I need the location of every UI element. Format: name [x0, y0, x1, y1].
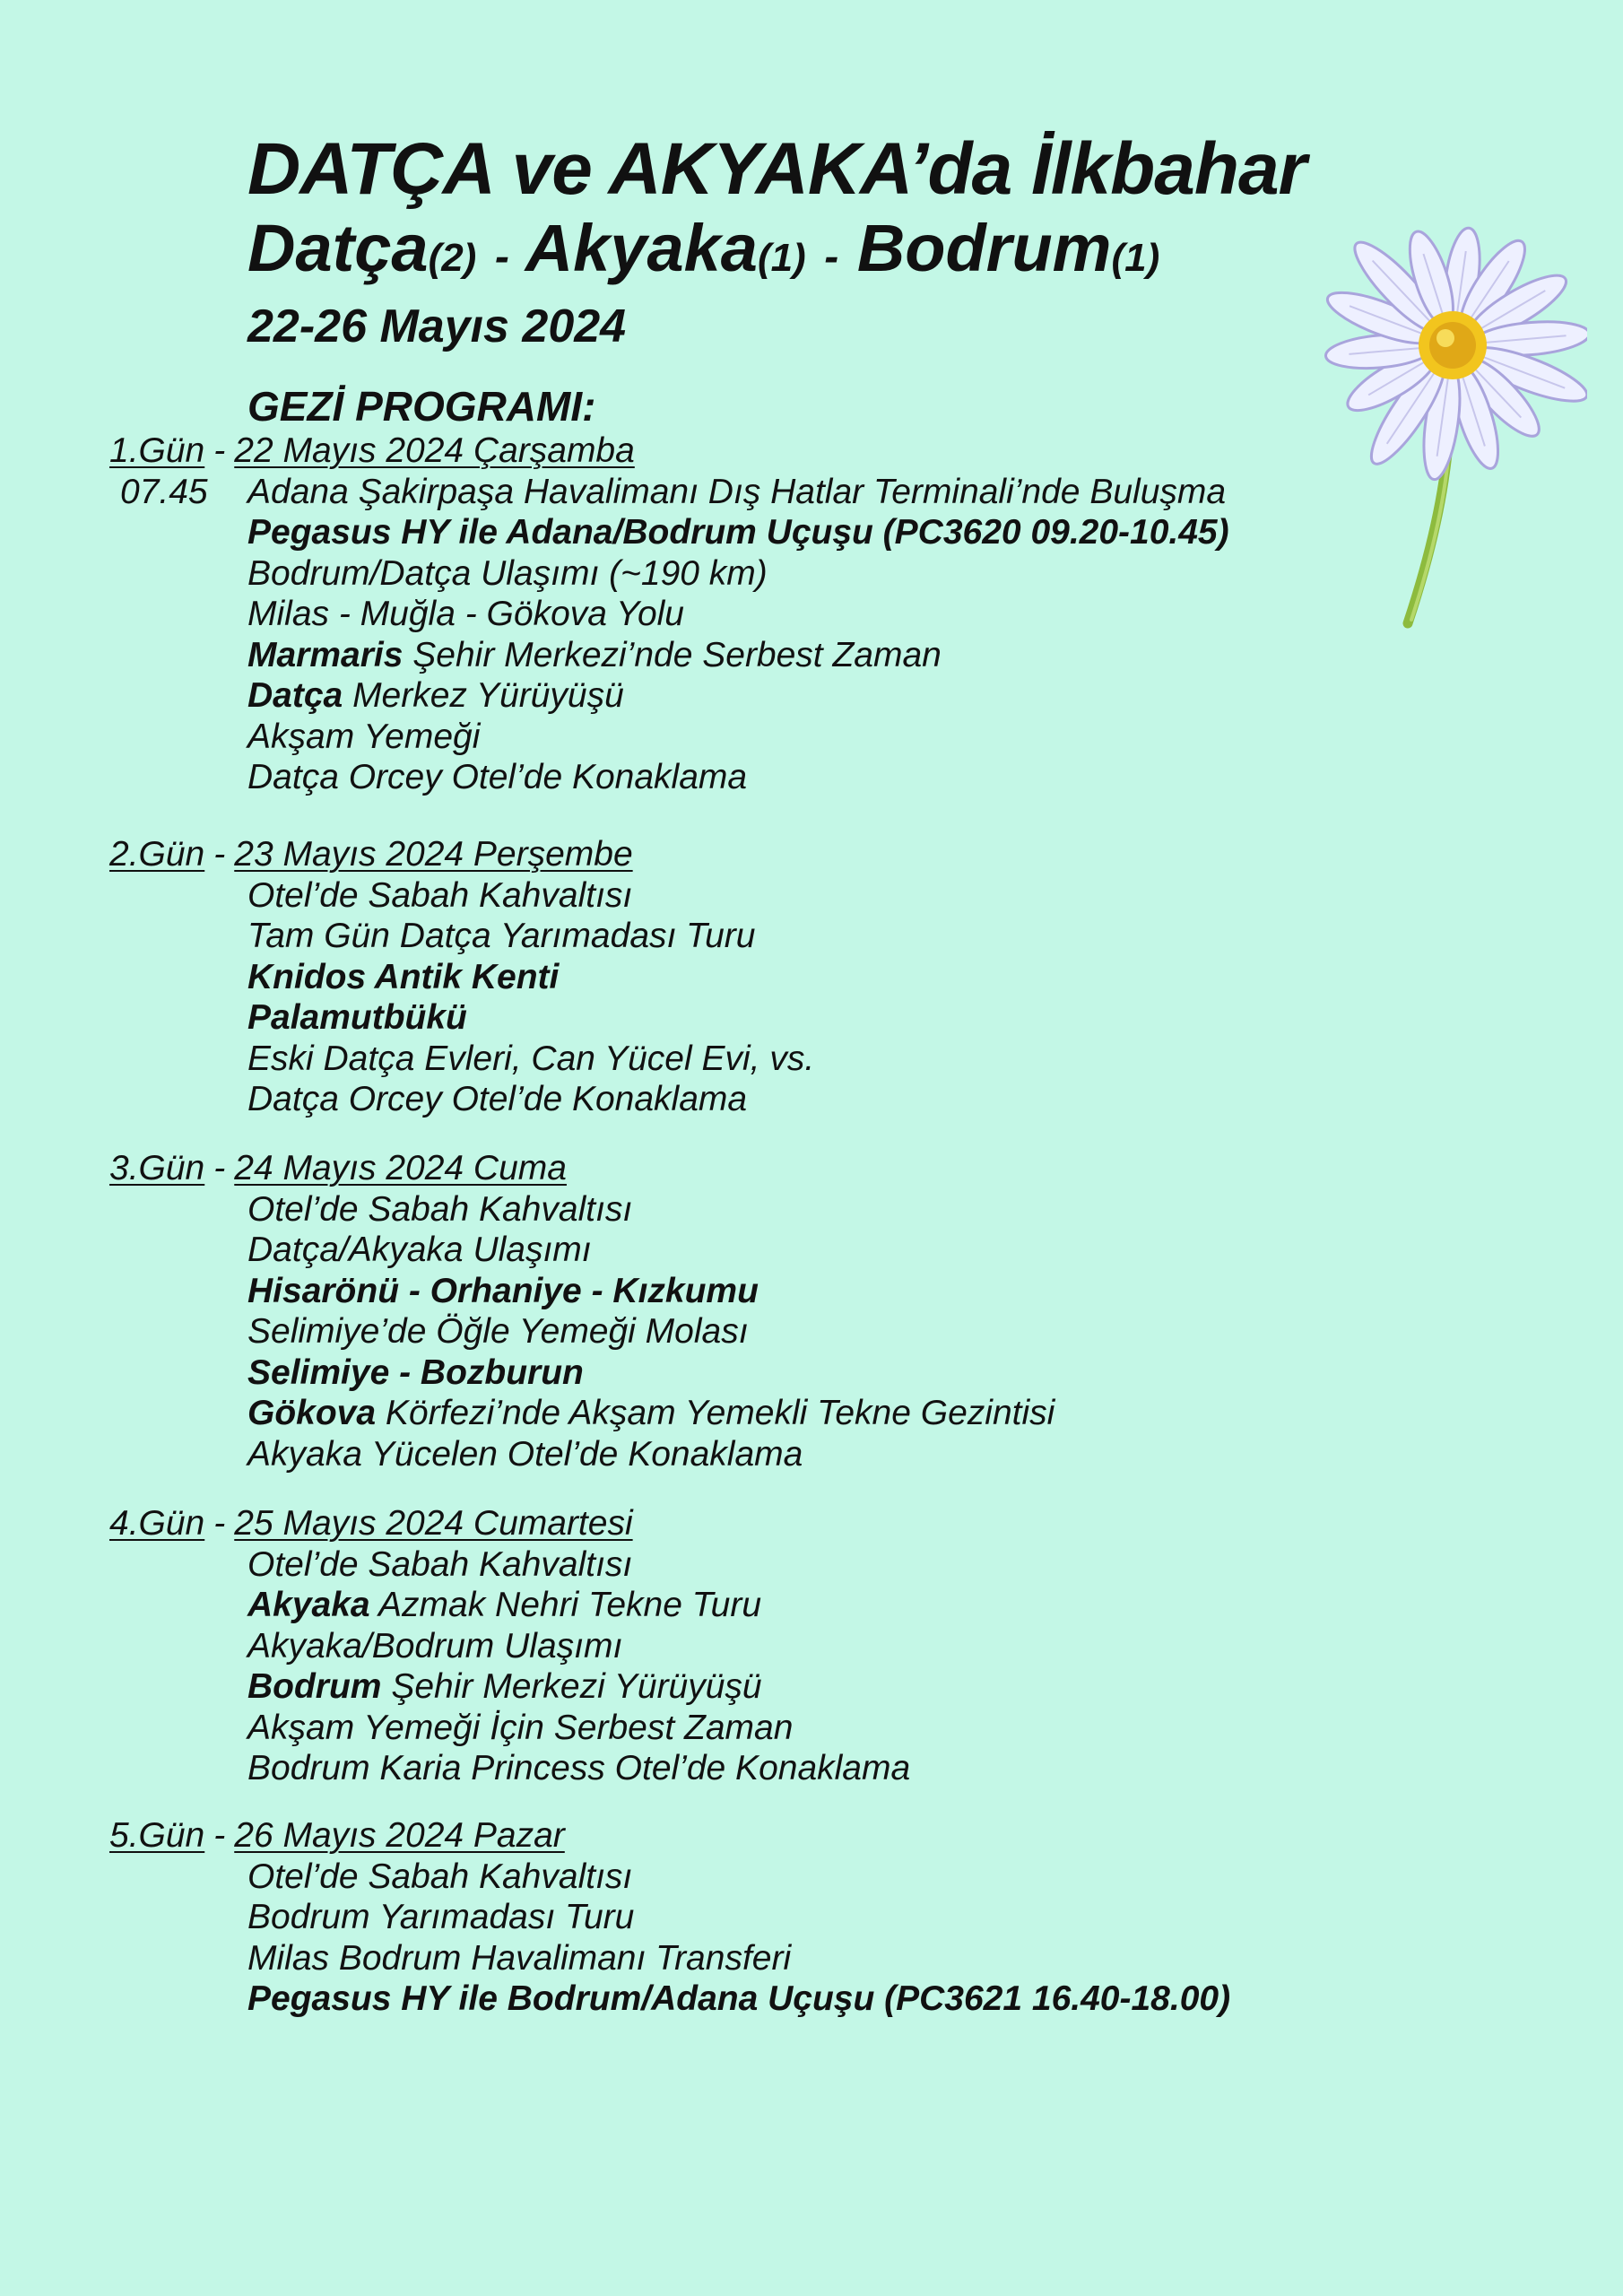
itinerary-highlight: Gökova: [247, 1394, 377, 1432]
day-header: [109, 1148, 567, 1188]
itinerary-highlight: Palamutbükü: [247, 998, 467, 1037]
itinerary-text: Azmak Nehri Tekne Turu: [369, 1586, 762, 1624]
itinerary-item: [247, 1434, 803, 1474]
day-label: 2.Gün: [109, 835, 205, 874]
itinerary-text: Bodrum Yarımadası Turu: [247, 1898, 635, 1936]
itinerary-item: [247, 1393, 1055, 1433]
day-header: [109, 1815, 565, 1856]
day-date: 24 Mayıs 2024 Cuma: [234, 1149, 567, 1187]
day-separator: -: [213, 1816, 226, 1855]
itinerary-text: Selimiye’de Öğle Yemeği Molası: [247, 1312, 749, 1351]
itinerary-item: [247, 1666, 762, 1707]
itinerary-text: Milas Bodrum Havalimanı Transferi: [247, 1938, 792, 1978]
itinerary-item: [247, 1544, 632, 1585]
itinerary-item: [247, 957, 559, 997]
day-separator: -: [213, 835, 226, 874]
itinerary-item: [247, 512, 1229, 552]
itinerary-text: Akşam Yemeği İçin Serbest Zaman: [247, 1708, 794, 1747]
destination-bodrum: Bodrum: [856, 211, 1112, 285]
program-heading: GEZİ PROGRAMI:: [247, 383, 596, 430]
daisy-flower-icon: [1318, 211, 1587, 641]
meeting-time: 07.45: [120, 472, 208, 511]
itinerary-item: [247, 1748, 910, 1788]
itinerary-item: [247, 635, 942, 675]
itinerary-item: [247, 875, 632, 916]
day-label: 4.Gün: [109, 1504, 205, 1543]
page-title: DATÇA ve AKYAKA’da İlkbahar: [247, 128, 1306, 210]
subtitle-separator: -: [494, 233, 509, 281]
itinerary-text: Otel’de Sabah Kahvaltısı: [247, 1857, 633, 1896]
subtitle-separator: -: [824, 233, 839, 281]
trip-dates: 22-26 Mayıs 2024: [247, 300, 627, 352]
itinerary-text: Otel’de Sabah Kahvaltısı: [247, 875, 633, 915]
itinerary-item: [247, 1352, 584, 1393]
itinerary-item: [247, 1897, 634, 1937]
itinerary-highlight: Selimiye - Bozburun: [247, 1352, 584, 1392]
day-header: [109, 430, 635, 471]
itinerary-highlight: Akyaka: [247, 1586, 370, 1624]
itinerary-highlight: Bodrum: [247, 1667, 382, 1706]
day-header: [109, 1503, 633, 1544]
itinerary-text: Adana Şakirpaşa Havalimanı Dış Hatlar Terminali’nde Buluşma: [247, 472, 1227, 511]
itinerary-item: [247, 1079, 747, 1119]
itinerary-item: [247, 553, 768, 594]
itinerary-text: Akyaka/Bodrum Ulaşımı: [247, 1626, 623, 1665]
itinerary-item: [247, 1979, 1230, 2019]
itinerary-text: Merkez Yürüyüşü: [343, 676, 624, 715]
day-header: [109, 834, 633, 874]
itinerary-highlight: Datça: [247, 676, 343, 715]
itinerary-item: [247, 1857, 632, 1897]
day-separator: -: [213, 1504, 226, 1543]
itinerary-text: Datça/Akyaka Ulaşımı: [247, 1231, 592, 1269]
itinerary-item: [247, 916, 755, 956]
day-label: 1.Gün: [109, 431, 205, 470]
destination-bodrum-nights: (1): [1111, 236, 1160, 280]
itinerary-text: Bodrum Karia Princess Otel’de Konaklama: [247, 1749, 911, 1787]
itinerary-text: Akyaka Yücelen Otel’de Konaklama: [247, 1434, 803, 1474]
itinerary-item: [247, 717, 480, 757]
itinerary-item: [247, 997, 467, 1038]
itinerary-item: [247, 1311, 749, 1352]
itinerary-item: [247, 1230, 592, 1270]
itinerary-item: [247, 1271, 759, 1311]
day-date: 25 Mayıs 2024 Cumartesi: [234, 1504, 633, 1543]
day-label: 5.Gün: [109, 1816, 205, 1855]
day-label: 3.Gün: [109, 1149, 205, 1187]
itinerary-item: [247, 757, 747, 797]
itinerary-text: Körfezi’nde Akşam Yemekli Tekne Gezintisi: [376, 1394, 1055, 1432]
itinerary-text: Tam Gün Datça Yarımadası Turu: [247, 917, 756, 955]
day-separator: -: [213, 1149, 226, 1187]
itinerary-highlight: Knidos Antik Kenti: [247, 957, 560, 996]
itinerary-item: [247, 1039, 814, 1079]
itinerary-highlight: Pegasus HY ile Bodrum/Adana Uçuşu (PC3621 16.40-18.00): [247, 1979, 1231, 2018]
itinerary-highlight: Marmaris: [247, 635, 404, 674]
itinerary-item: [247, 1585, 761, 1625]
itinerary-item: [247, 1626, 622, 1666]
destination-datca: Datça: [247, 211, 429, 285]
day-date: 23 Mayıs 2024 Perşembe: [234, 835, 633, 874]
itinerary-item: [247, 1708, 793, 1748]
itinerary-item: [247, 594, 684, 634]
itinerary-text: Şehir Merkezi Yürüyüşü: [381, 1667, 762, 1706]
itinerary-highlight: Hisarönü - Orhaniye - Kızkumu: [247, 1271, 759, 1310]
itinerary-highlight: Pegasus HY ile Adana/Bodrum Uçuşu (PC3620 09.20-10.45): [247, 513, 1229, 552]
day-date: 26 Mayıs 2024 Pazar: [234, 1816, 565, 1855]
itinerary-item: [247, 472, 1226, 512]
itinerary-item: [247, 675, 624, 716]
itinerary-text: Otel’de Sabah Kahvaltısı: [247, 1544, 633, 1584]
itinerary-item: [247, 1938, 791, 1979]
itinerary-text: Bodrum/Datça Ulaşımı (~190 km): [247, 553, 768, 593]
itinerary-text: Datça Orcey Otel’de Konaklama: [247, 758, 748, 796]
destination-akyaka-nights: (1): [757, 236, 806, 280]
itinerary-item: [247, 1189, 632, 1230]
day-separator: -: [213, 431, 226, 470]
itinerary-text: Otel’de Sabah Kahvaltısı: [247, 1189, 633, 1229]
itinerary-text: Eski Datça Evleri, Can Yücel Evi, vs.: [247, 1039, 815, 1078]
destination-akyaka: Akyaka: [525, 211, 758, 285]
itinerary-text: Akşam Yemeği: [247, 717, 481, 756]
itinerary-text: Milas - Muğla - Gökova Yolu: [247, 595, 684, 633]
day-date: 22 Mayıs 2024 Çarşamba: [234, 431, 635, 470]
destination-datca-nights: (2): [428, 236, 477, 280]
itinerary-text: Şehir Merkezi’nde Serbest Zaman: [403, 635, 942, 674]
destinations-subtitle: [247, 211, 1160, 285]
itinerary-text: Datça Orcey Otel’de Konaklama: [247, 1080, 748, 1118]
